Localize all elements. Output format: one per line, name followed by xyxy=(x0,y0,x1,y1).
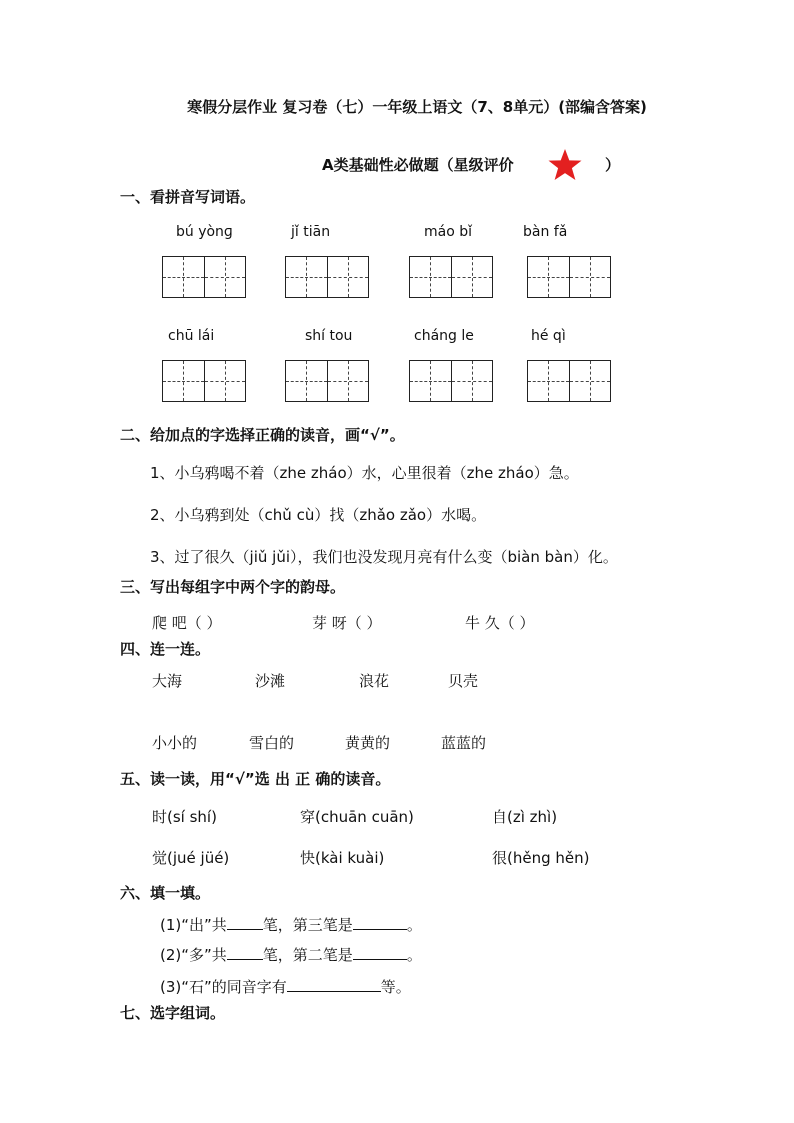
pinyin-1: bú yònɡ xyxy=(176,224,233,240)
match-top-2: 沙滩 xyxy=(255,672,286,690)
page-title: 寒假分层作业 复习卷（七）一年级上语文（7、8单元）(部编含答案) xyxy=(187,98,647,116)
match-top-3: 浪花 xyxy=(359,672,390,690)
pinyin-7: cháng le xyxy=(414,328,474,344)
writing-grid[interactable] xyxy=(162,360,246,402)
match-top-1: 大海 xyxy=(152,672,183,690)
sec3-item-2: 芽 呀（ ） xyxy=(312,614,382,632)
sec2-item-3: 3、过了很久（jiǔ jǔi），我们也没发现月亮有什么变（biàn bàn）化。 xyxy=(150,548,618,566)
match-bottom-4: 蓝蓝的 xyxy=(441,734,487,752)
fill-line-3: (3)“石”的同音字有 等。 xyxy=(160,978,411,996)
pinyin-5: chū lái xyxy=(168,328,215,344)
section-1-heading: 一、看拼音写词语。 xyxy=(120,188,256,206)
section-6-heading: 六、填一填。 xyxy=(120,884,211,902)
writing-grid[interactable] xyxy=(409,256,493,298)
sec2-item-2: 2、小乌鸦到处（chǔ cù）找（zhǎo zǎo）水喝。 xyxy=(150,506,487,524)
pinyin-2: jǐ tiān xyxy=(291,224,331,240)
writing-grid[interactable] xyxy=(527,360,611,402)
pinyin-8: hé qì xyxy=(531,328,566,344)
sec2-item-1: 1、小乌鸦喝不着（zhe zháo）水，心里很着（zhe zháo）急。 xyxy=(150,464,579,482)
blank-field[interactable] xyxy=(353,915,407,930)
sec3-item-1: 爬 吧（ ） xyxy=(152,614,222,632)
match-bottom-1: 小小的 xyxy=(152,734,198,752)
fill-line-2: (2)“多”共 笔，第二笔是 。 xyxy=(160,946,422,964)
pinyin-4: bàn fǎ xyxy=(523,224,568,240)
blank-field[interactable] xyxy=(227,915,263,930)
sec5-item-4: 觉(jué jüé) xyxy=(152,849,230,867)
section-5-heading: 五、读一读，用“√”选 出 正 确的读音。 xyxy=(120,770,391,788)
writing-grid[interactable] xyxy=(409,360,493,402)
writing-grid[interactable] xyxy=(285,256,369,298)
blank-field[interactable] xyxy=(227,945,263,960)
sec5-item-3: 自(zì zhì) xyxy=(492,808,558,826)
sec3-item-3: 牛 久（ ） xyxy=(465,614,535,632)
blank-field[interactable] xyxy=(353,945,407,960)
pinyin-3: máo bǐ xyxy=(424,224,473,240)
blank-field[interactable] xyxy=(287,977,381,992)
section-4-heading: 四、连一连。 xyxy=(120,640,211,658)
section-3-heading: 三、写出每组字中两个字的韵母。 xyxy=(120,578,346,596)
writing-grid[interactable] xyxy=(162,256,246,298)
fill-line-1: (1)“出”共 笔，第三笔是 。 xyxy=(160,916,422,934)
sec5-item-1: 时(sí shí) xyxy=(152,808,217,826)
star-icon xyxy=(547,148,583,182)
writing-grid[interactable] xyxy=(527,256,611,298)
match-bottom-3: 黄黄的 xyxy=(345,734,391,752)
sec5-item-6: 很(hěng hěn) xyxy=(492,849,590,867)
sec5-item-5: 快(kài kuài) xyxy=(300,849,385,867)
pinyin-6: shí tou xyxy=(305,328,353,344)
writing-grid[interactable] xyxy=(285,360,369,402)
section-2-heading: 二、给加点的字选择正确的读音，画“√”。 xyxy=(120,426,405,444)
sec5-item-2: 穿(chuān cuān) xyxy=(300,808,414,826)
subtitle-close: ） xyxy=(605,156,621,174)
section-7-heading: 七、选字组词。 xyxy=(120,1004,226,1022)
section-subtitle: A类基础性必做题（星级评价 xyxy=(322,156,514,174)
match-bottom-2: 雪白的 xyxy=(249,734,295,752)
match-top-4: 贝壳 xyxy=(448,672,479,690)
